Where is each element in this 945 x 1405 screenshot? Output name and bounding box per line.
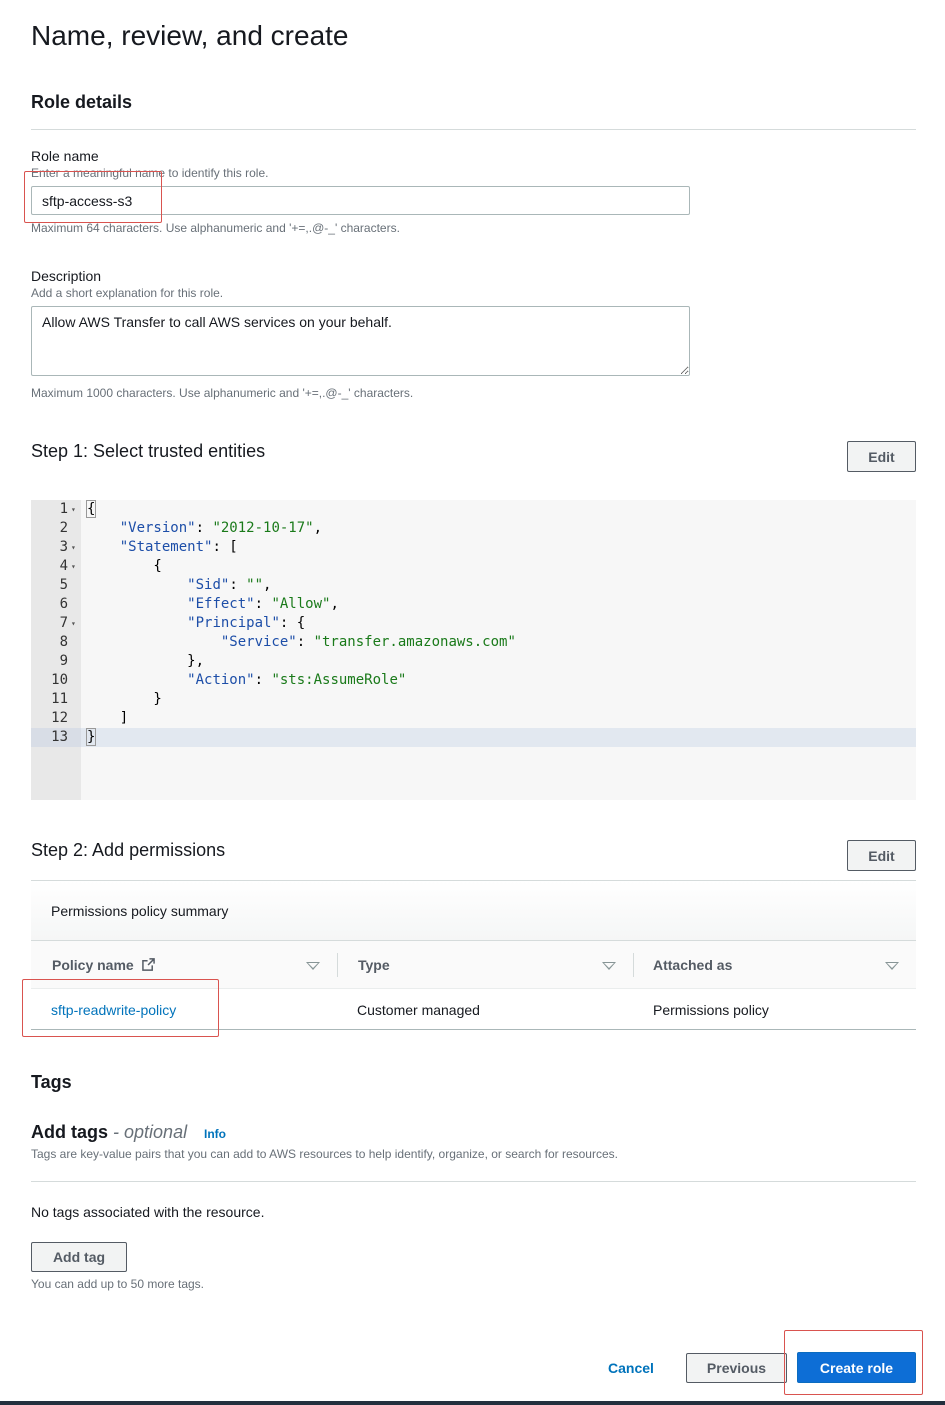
line-number: 9 — [59, 653, 68, 669]
bottom-bar — [0, 1401, 945, 1405]
sort-caret-icon[interactable] — [306, 962, 320, 970]
column-separator — [633, 953, 634, 977]
description-textarea[interactable] — [31, 306, 690, 376]
line-number: 7 — [59, 615, 68, 631]
fold-toggle-icon[interactable]: ▾ — [71, 562, 76, 571]
code-line — [31, 500, 916, 519]
add-tag-button[interactable]: Add tag — [31, 1242, 127, 1272]
fold-toggle-icon[interactable]: ▾ — [71, 619, 76, 628]
code-text: } — [87, 729, 96, 745]
line-number: 8 — [59, 634, 68, 650]
description-label: Description — [31, 268, 102, 284]
code-line — [31, 671, 916, 690]
permissions-panel-header — [31, 880, 916, 940]
page-title: Name, review, and create — [31, 20, 349, 51]
sort-caret-icon[interactable] — [885, 962, 899, 970]
code-line — [31, 728, 916, 747]
step1-heading: Step 1: Select trusted entities — [31, 441, 266, 461]
code-line — [31, 519, 916, 538]
attached-as-cell: Permissions policy — [653, 1002, 769, 1018]
code-text: ] — [86, 710, 129, 726]
tags-heading: Tags — [31, 1072, 72, 1092]
code-text: } — [86, 691, 162, 707]
cancel-button[interactable]: Cancel — [600, 1353, 662, 1383]
code-line — [31, 538, 916, 557]
code-line — [31, 595, 916, 614]
trust-policy-editor[interactable] — [31, 500, 916, 800]
column-header-type[interactable]: Type — [358, 957, 390, 973]
code-text: "Statement": [ — [119, 539, 238, 555]
code-line — [31, 633, 916, 652]
line-number: 1 — [59, 501, 68, 517]
column-separator — [337, 953, 338, 977]
code-text: }, — [86, 653, 205, 669]
description-help: Add a short explanation for this role. — [31, 286, 224, 300]
line-number: 5 — [59, 577, 68, 593]
fold-toggle-icon[interactable]: ▾ — [71, 543, 76, 552]
info-link[interactable]: Info — [204, 1127, 226, 1141]
column-header-policy-name[interactable]: Policy name — [52, 957, 155, 973]
step2-heading: Step 2: Add permissions — [31, 840, 226, 860]
role-name-input[interactable] — [31, 186, 690, 215]
tags-description: Tags are key-value pairs that you can add to AWS resources to help identify, organize, or search for resources. — [31, 1147, 618, 1161]
external-link-icon — [142, 958, 155, 971]
step2-edit-button[interactable]: Edit — [847, 840, 916, 871]
table-row — [31, 990, 916, 1030]
code-text: "Principal": { — [187, 615, 306, 631]
sort-caret-icon[interactable] — [602, 962, 616, 970]
code-line — [31, 690, 916, 709]
code-text: "Sid": "", — [187, 577, 272, 593]
role-name-description: Enter a meaningful name to identify this role. — [31, 166, 269, 180]
code-line — [31, 709, 916, 728]
code-text: "Version": "2012-10-17", — [119, 520, 323, 536]
code-line — [31, 652, 916, 671]
code-text: "Effect": "Allow", — [187, 596, 339, 612]
code-text: { — [87, 501, 96, 517]
policy-name-link[interactable]: sftp-readwrite-policy — [51, 1002, 177, 1018]
divider — [31, 1181, 916, 1182]
line-number: 3 — [59, 539, 68, 555]
tags-limit-hint: You can add up to 50 more tags. — [31, 1277, 205, 1291]
code-line — [31, 614, 916, 633]
permissions-policy-table — [31, 880, 916, 1030]
role-name-hint: Maximum 64 characters. Use alphanumeric and '+=,.@-_' characters. — [31, 221, 400, 235]
line-number: 12 — [51, 710, 68, 726]
optional-label: - optional — [113, 1122, 188, 1142]
code-text: { — [86, 558, 162, 574]
line-number: 13 — [31, 728, 81, 747]
description-hint: Maximum 1000 characters. Use alphanumeric and '+=,.@-_' characters. — [31, 386, 414, 400]
step1-edit-button[interactable]: Edit — [847, 441, 916, 472]
role-details-heading: Role details — [31, 92, 133, 112]
line-number: 10 — [51, 672, 68, 688]
line-number: 11 — [51, 691, 68, 707]
code-line — [31, 557, 916, 576]
code-line — [31, 576, 916, 595]
code-text: "Service": "transfer.amazonaws.com" — [220, 634, 516, 650]
create-role-button[interactable]: Create role — [797, 1352, 916, 1383]
policy-type-cell: Customer managed — [357, 1002, 480, 1018]
table-header-row — [31, 940, 916, 989]
fold-toggle-icon[interactable]: ▾ — [71, 505, 76, 514]
previous-button[interactable]: Previous — [686, 1353, 787, 1383]
column-header-attached-as[interactable]: Attached as — [653, 957, 733, 973]
divider — [31, 129, 916, 130]
line-number: 4 — [59, 558, 68, 574]
permissions-panel-title: Permissions policy summary — [51, 903, 229, 919]
role-name-label: Role name — [31, 148, 99, 164]
no-tags-message: No tags associated with the resource. — [31, 1204, 265, 1220]
line-number: 2 — [59, 520, 68, 536]
add-tags-heading: Add tags - optional — [31, 1122, 188, 1142]
code-text: "Action": "sts:AssumeRole" — [187, 672, 407, 688]
line-number: 6 — [59, 596, 68, 612]
